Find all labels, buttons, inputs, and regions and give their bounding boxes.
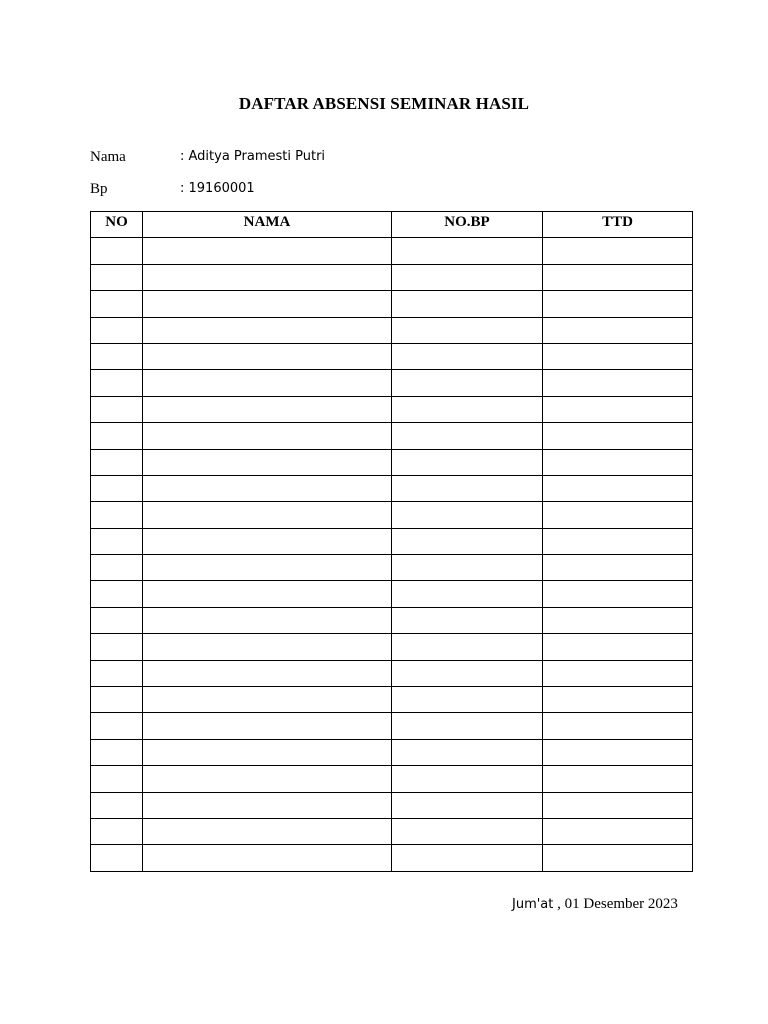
table-row	[91, 449, 693, 475]
cell-no	[91, 502, 143, 528]
cell-no	[91, 687, 143, 713]
cell-ttd	[543, 343, 693, 369]
cell-no-bp	[392, 687, 543, 713]
cell-ttd	[543, 555, 693, 581]
cell-nama	[143, 343, 392, 369]
cell-no	[91, 739, 143, 765]
cell-ttd	[543, 845, 693, 871]
cell-ttd	[543, 818, 693, 844]
cell-nama	[143, 687, 392, 713]
cell-ttd	[543, 317, 693, 343]
cell-nama	[143, 475, 392, 501]
cell-no	[91, 396, 143, 422]
header-nama: NAMA	[143, 212, 392, 238]
cell-nama	[143, 845, 392, 871]
cell-nama	[143, 634, 392, 660]
cell-no-bp	[392, 845, 543, 871]
cell-no-bp	[392, 475, 543, 501]
cell-no-bp	[392, 607, 543, 633]
cell-nama	[143, 555, 392, 581]
header-ttd: TTD	[543, 212, 693, 238]
footer-date-text: , 01 Desember 2023	[553, 896, 678, 912]
cell-ttd	[543, 607, 693, 633]
cell-no-bp	[392, 291, 543, 317]
table-row	[91, 634, 693, 660]
cell-no-bp	[392, 238, 543, 264]
footer-day: Jum'at	[512, 897, 554, 912]
cell-no	[91, 343, 143, 369]
cell-no	[91, 449, 143, 475]
table-row	[91, 238, 693, 264]
cell-no	[91, 238, 143, 264]
cell-nama	[143, 449, 392, 475]
cell-no	[91, 792, 143, 818]
cell-nama	[143, 423, 392, 449]
cell-nama	[143, 713, 392, 739]
table-row	[91, 555, 693, 581]
cell-ttd	[543, 291, 693, 317]
cell-no	[91, 607, 143, 633]
cell-no-bp	[392, 343, 543, 369]
cell-nama	[143, 264, 392, 290]
cell-ttd	[543, 792, 693, 818]
nama-label: Nama	[90, 149, 126, 165]
nama-value: : Aditya Pramesti Putri	[180, 149, 326, 164]
table-row	[91, 343, 693, 369]
cell-nama	[143, 739, 392, 765]
cell-no-bp	[392, 502, 543, 528]
cell-nama	[143, 607, 392, 633]
footer-date	[512, 894, 678, 915]
cell-ttd	[543, 660, 693, 686]
cell-no-bp	[392, 370, 543, 396]
table-header-row	[91, 212, 693, 238]
table-row	[91, 818, 693, 844]
cell-no-bp	[392, 766, 543, 792]
cell-no	[91, 528, 143, 554]
table-row	[91, 845, 693, 871]
cell-no	[91, 660, 143, 686]
cell-nama	[143, 766, 392, 792]
table-row	[91, 739, 693, 765]
header-no-bp: NO.BP	[392, 212, 543, 238]
cell-no	[91, 317, 143, 343]
cell-ttd	[543, 687, 693, 713]
cell-ttd	[543, 449, 693, 475]
table-row	[91, 396, 693, 422]
cell-no-bp	[392, 713, 543, 739]
cell-no-bp	[392, 264, 543, 290]
cell-nama	[143, 528, 392, 554]
cell-ttd	[543, 238, 693, 264]
cell-no-bp	[392, 555, 543, 581]
cell-no-bp	[392, 528, 543, 554]
bp-value: : 19160001	[180, 181, 255, 196]
cell-no	[91, 766, 143, 792]
table-row	[91, 792, 693, 818]
cell-ttd	[543, 475, 693, 501]
cell-nama	[143, 660, 392, 686]
cell-no	[91, 555, 143, 581]
cell-no-bp	[392, 449, 543, 475]
bp-label: Bp	[90, 181, 108, 197]
cell-nama	[143, 317, 392, 343]
cell-ttd	[543, 423, 693, 449]
cell-ttd	[543, 634, 693, 660]
cell-ttd	[543, 370, 693, 396]
cell-nama	[143, 792, 392, 818]
cell-no-bp	[392, 660, 543, 686]
cell-ttd	[543, 581, 693, 607]
cell-no-bp	[392, 634, 543, 660]
cell-no-bp	[392, 739, 543, 765]
cell-ttd	[543, 396, 693, 422]
cell-no	[91, 423, 143, 449]
table-row	[91, 713, 693, 739]
cell-ttd	[543, 502, 693, 528]
table-row	[91, 317, 693, 343]
attendance-table	[90, 211, 693, 872]
table-row	[91, 607, 693, 633]
table-row	[91, 581, 693, 607]
cell-nama	[143, 396, 392, 422]
header-no: NO	[91, 212, 143, 238]
cell-no	[91, 370, 143, 396]
table-row	[91, 687, 693, 713]
cell-ttd	[543, 766, 693, 792]
table-row	[91, 370, 693, 396]
cell-no	[91, 634, 143, 660]
cell-ttd	[543, 713, 693, 739]
cell-no	[91, 713, 143, 739]
cell-nama	[143, 291, 392, 317]
cell-nama	[143, 238, 392, 264]
table-row	[91, 528, 693, 554]
cell-ttd	[543, 528, 693, 554]
cell-no-bp	[392, 792, 543, 818]
cell-ttd	[543, 264, 693, 290]
table-row	[91, 502, 693, 528]
cell-nama	[143, 370, 392, 396]
cell-no	[91, 818, 143, 844]
document-title: DAFTAR ABSENSI SEMINAR HASIL	[238, 94, 530, 113]
cell-no-bp	[392, 396, 543, 422]
cell-no-bp	[392, 423, 543, 449]
table-row	[91, 423, 693, 449]
table-row	[91, 475, 693, 501]
cell-no	[91, 264, 143, 290]
cell-nama	[143, 818, 392, 844]
cell-no-bp	[392, 581, 543, 607]
cell-no	[91, 845, 143, 871]
table-body	[91, 238, 693, 871]
cell-nama	[143, 581, 392, 607]
table-row	[91, 291, 693, 317]
cell-no	[91, 291, 143, 317]
cell-nama	[143, 502, 392, 528]
cell-no	[91, 475, 143, 501]
table-row	[91, 264, 693, 290]
cell-no	[91, 581, 143, 607]
cell-no-bp	[392, 818, 543, 844]
table-row	[91, 660, 693, 686]
table-row	[91, 766, 693, 792]
cell-no-bp	[392, 317, 543, 343]
cell-ttd	[543, 739, 693, 765]
